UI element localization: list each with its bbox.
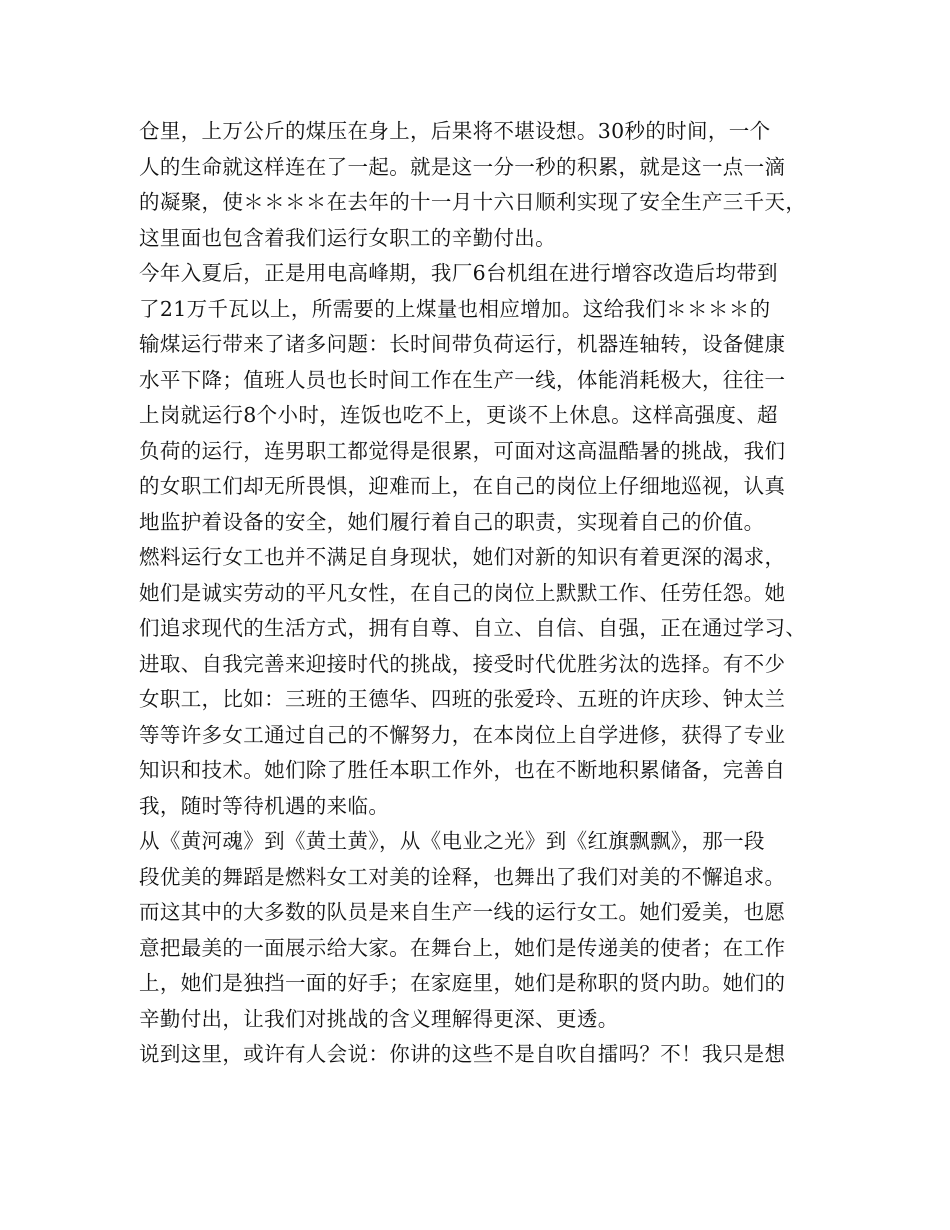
text-line: 知识和技术。她们除了胜任本职工作外，也在不断地积累储备，完善自 (139, 758, 786, 782)
text-line: 的凝聚，使＊＊＊＊在去年的十一月十六日顺利实现了安全生产三千天， (139, 190, 807, 214)
text-line: 这里面也包含着我们运行女职工的辛勤付出。 (139, 225, 556, 250)
text-line: 上岗就运行8个小时，连饭也吃不上，更谈不上休息。这样高强度、超 (139, 403, 778, 427)
document-body (139, 114, 819, 1073)
text-line: 今年入夏后，正是用电高峰期，我厂6台机组在进行增容改造后均带到 (139, 261, 778, 285)
text-line: 说到这里，或许有人会说：你讲的这些不是自吹自擂吗？不！我只是想 (139, 1042, 786, 1066)
text-line: 从《黄河魂》到《黄土黄》，从《电业之光》到《红旗飘飘》，那一段 (139, 829, 765, 853)
text-line: 辛勤付出，让我们对挑战的含义理解得更深、更透。 (139, 1006, 619, 1031)
text-line: 地监护着设备的安全，她们履行着自己的职责，实现着自己的价值。 (139, 509, 765, 534)
text-line: 的女职工们却无所畏惧，迎难而上，在自己的岗位上仔细地巡视，认真 (139, 474, 786, 498)
text-line: 了21万千瓦以上，所需要的上煤量也相应增加。这给我们＊＊＊＊的 (139, 296, 771, 321)
text-line: 水平下降；值班人员也长时间工作在生产一线，体能消耗极大，往往一 (139, 367, 786, 392)
text-line: 段优美的舞蹈是燃料女工对美的诠释，也舞出了我们对美的不懈追求。 (139, 864, 786, 889)
text-line: 们追求现代的生活方式，拥有自尊、自立、自信、自强，正在通过学习、 (139, 616, 807, 640)
text-line: 燃料运行女工也并不满足自身现状，她们对新的知识有着更深的渴求， (139, 545, 786, 569)
text-line: 负荷的运行，连男职工都觉得是很累，可面对这高温酷暑的挑战，我们 (139, 438, 786, 463)
text-line: 等等许多女工通过自己的不懈努力，在本岗位上自学进修，获得了专业 (139, 722, 786, 747)
text-line: 而这其中的大多数的队员是来自生产一线的运行女工。她们爱美，也愿 (139, 900, 786, 924)
text-line: 女职工，比如：三班的王德华、四班的张爱玲、五班的许庆珍、钟太兰 (139, 687, 786, 711)
text-line: 上，她们是独挡一面的好手；在家庭里，她们是称职的贤内助。她们的 (139, 971, 786, 995)
text-line: 仓里，上万公斤的煤压在身上，后果将不堪设想。30秒的时间，一个 (139, 119, 771, 143)
text-line: 人的生命就这样连在了一起。就是这一分一秒的积累，就是这一点一滴 (139, 154, 786, 179)
text-line: 她们是诚实劳动的平凡女性，在自己的岗位上默默工作、任劳任怨。她 (139, 580, 786, 605)
text-line: 输煤运行带来了诸多问题：长时间带负荷运行，机器连轴转，设备健康 (139, 332, 786, 356)
text-line: 进取、自我完善来迎接时代的挑战，接受时代优胜劣汰的选择。有不少 (139, 651, 786, 676)
text-line: 我，随时等待机遇的来临。 (139, 793, 390, 818)
text-line: 意把最美的一面展示给大家。在舞台上，她们是传递美的使者；在工作 (139, 935, 786, 960)
